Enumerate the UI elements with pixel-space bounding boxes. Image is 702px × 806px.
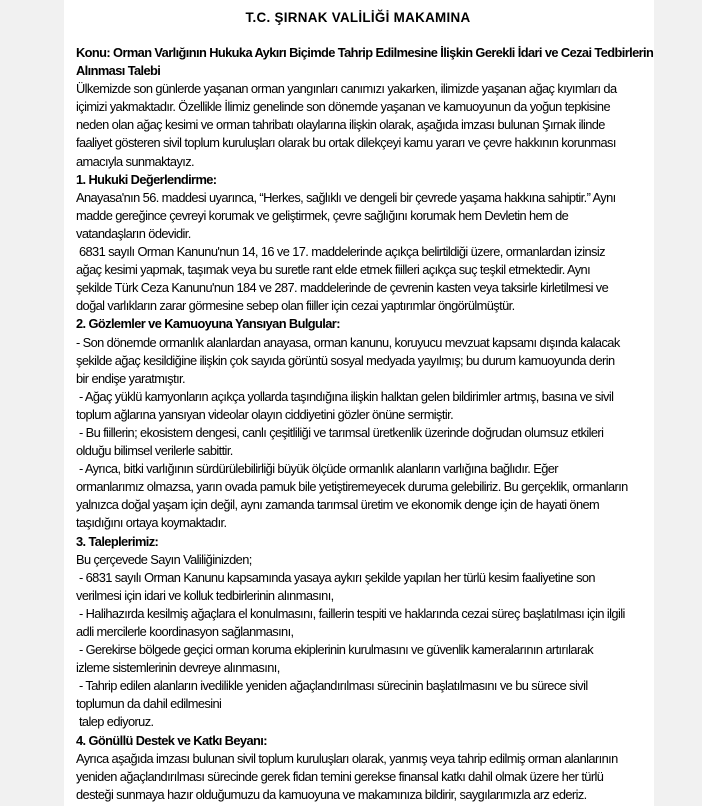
body-text-line: - Ayrıca, bitki varlığının sürdürülebilirliği büyük ölçüde ormanlık alanların varlığına bağlıdır. Eğer (76, 461, 558, 477)
body-text-line: yeniden ağaçlandırılması sürecinde gerek fidan temini gerekse finansal katkı dahil olmak üzere her türlü (76, 768, 604, 784)
body-text-line: Ayrıca aşağıda imzası bulunan sivil toplum kuruluşları olarak, yanmış veya tahrip edilmiş orman alanlarının (76, 750, 618, 766)
body-text-line: Anayasa'nın 56. maddesi uyarınca, “Herkes, sağlıklı ve dengeli bir çevrede yaşama hakkına sahiptir.” Aynı (76, 189, 616, 205)
body-text-line: neden olan ağaç kesimi ve orman tahribatı olaylarına ilişkin olarak, aşağıda imzası bulunan Şırnak ilinde (76, 117, 605, 133)
body-text-line: - Tahrip edilen alanların ivedilikle yeniden ağaçlandırılması sürecinin başlatılmasını ve bu sürece sivil (76, 678, 588, 694)
body-text-line: verilmesi için idari ve kolluk tedbirlerinin alınmasını, (76, 587, 334, 603)
document-body (76, 44, 654, 804)
section-heading-line: Konu: Orman Varlığının Hukuka Aykırı Biçimde Tahrip Edilmesine İlişkin Gerekli İdari ve Cezai Tedbirlerin (76, 45, 654, 60)
body-text-line: ormanlarımız olmazsa, yarın ovada pamuk bile yetiştiremeyecek duruma gelebiliriz. Bu gerçeklik, ormanların (76, 479, 628, 495)
body-text-line: Ülkemizde son günlerde yaşanan orman yangınları canımızı yakarken, ilimizde yaşanan ağaç kıyımları da (76, 81, 617, 97)
body-text-line: şekilde Türk Ceza Kanunu'nun 184 ve 287. maddelerinde de çevrenin kasten veya taksirle kirletilmesi ve (76, 280, 609, 296)
body-text-line: taşıdığını ortaya koymaktadır. (76, 515, 227, 531)
body-text-line: talep ediyoruz. (76, 714, 154, 730)
body-text-line: içimizi yakmaktadır. Özellikle İlimiz genelinde son dönemde yaşanan ve kamuoyunun da yoğun tepkisine (76, 99, 610, 115)
body-text-line: bir endişe yaratmıştır. (76, 370, 185, 386)
section-heading-line: 1. Hukuki Değerlendirme: (76, 171, 217, 187)
body-text-line: desteği sunmaya hazır olduğumuzu da kamuoyuna ve makamınıza bildirir, saygılarımızla arz ederiz. (76, 786, 587, 802)
body-text-line: toplumun da dahil edilmesini (76, 696, 222, 712)
body-text-line: vatandaşların ödevidir. (76, 225, 191, 241)
body-text-line: - Gerekirse bölgede geçici orman koruma ekiplerinin kurulmasını ve güvenlik kameralarının artırılarak (76, 642, 594, 658)
body-text-line: - Bu fiillerin; ekosistem dengesi, canlı çeşitliliği ve tarımsal üretkenlik üzerinde doğrudan olumsuz etkileri (76, 424, 604, 440)
body-text-line: - 6831 sayılı Orman Kanunu kapsamında yasaya aykırı şekilde yapılan her türlü kesim faaliyetine son (76, 569, 595, 585)
document-page (64, 0, 654, 806)
body-text-line: doğal varlıkların zarar görmesine sebep olan fiiller için cezai yaptırımlar öngörülmüştür. (76, 298, 515, 314)
document-title: T.C. ŞIRNAK VALİLİĞİ MAKAMINA (245, 10, 471, 25)
body-text-line: madde gereğince çevreyi korumak ve geliştirmek, çevre sağlığını korumak hem Devletin hem de (76, 207, 569, 223)
body-text-line: amacıyla sunmaktayız. (76, 153, 195, 169)
body-text-line: toplum ağlarına yansıyan videolar olayın ciddiyetini gözler önüne sermiştir. (76, 406, 454, 422)
body-text-line: yalnızca doğal yaşam için değil, aynı zamanda tarımsal üretim ve ekonomik denge için de hayati önem (76, 497, 600, 513)
section-heading-line: 3. Taleplerimiz: (76, 533, 159, 549)
body-text-line: izleme sistemlerinin devreye alınmasını, (76, 660, 280, 676)
body-text-line: faaliyet gösteren sivil toplum kuruluşları olarak bu ortak dilekçeyi kamu yararı ve çevre hakkının korunması (76, 135, 616, 151)
section-heading-line: Alınması Talebi (76, 63, 161, 79)
body-text-line: 6831 sayılı Orman Kanunu'nun 14, 16 ve 17. maddelerinde açıkça belirtildiği üzere, ormanlardan izinsiz (76, 244, 605, 260)
section-heading-line: 4. Gönüllü Destek ve Katkı Beyanı: (76, 732, 267, 748)
body-text-line: şekilde ağaç kesildiğine ilişkin çok sayıda görüntü sosyal medyada yayılmış; bu durum kamuoyunda derin (76, 352, 615, 368)
body-text-line: adli mercilerle koordinasyon sağlanmasını, (76, 624, 294, 639)
section-heading-line: 2. Gözlemler ve Kamuoyuna Yansıyan Bulgular: (76, 316, 340, 332)
body-text-line: ağaç kesimi yapmak, taşımak veya bu suretle rant elde etmek fiilleri açıkça suç teşkil etmektedir. Aynı (76, 262, 591, 278)
body-text-line: - Son dönemde ormanlık alanlardan anayasa, orman kanunu, koruyucu mevzuat kapsamı dışında kalacak (76, 334, 620, 350)
body-text-line: - Halihazırda kesilmiş ağaçlara el konulmasını, faillerin tespiti ve haklarında cezai süreç başlatılması için ilgili (76, 605, 625, 621)
body-text-line: olduğu bilimsel verilerle sabittir. (76, 443, 233, 459)
body-text-line: - Ağaç yüklü kamyonların açıkça yollarda taşındığına ilişkin halktan gelen bildirimler artmış, basına ve sivil (76, 388, 614, 404)
body-text-line: Bu çerçevede Sayın Valiliğinizden; (76, 551, 252, 567)
